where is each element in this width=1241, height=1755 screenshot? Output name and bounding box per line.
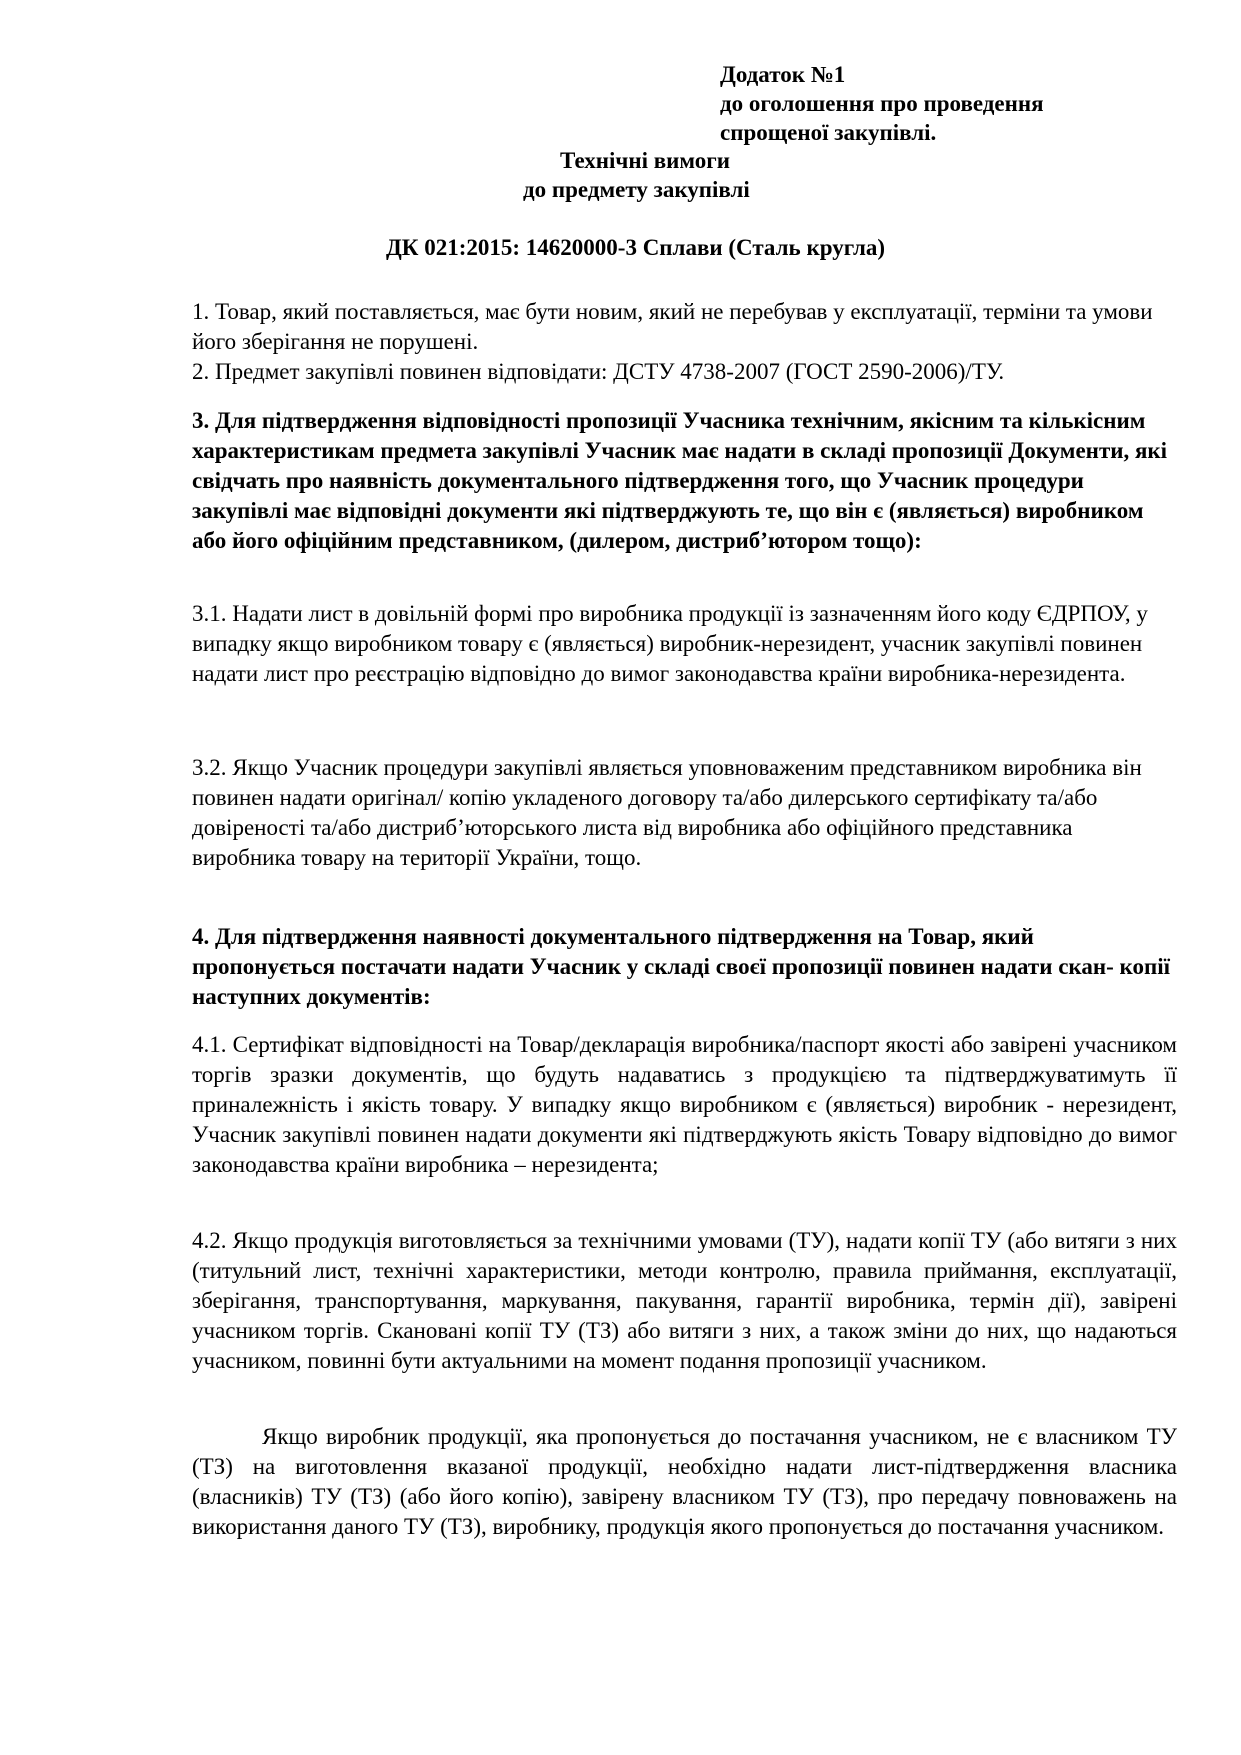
item-3-1 <box>192 599 1177 689</box>
item-4-text: 4. Для підтвердження наявності документального підтвердження на Товар, який пропонується постачати надати Учасник у складі своєї пропозиції повинен надати скан- копії наступних документів: <box>192 924 1170 1009</box>
annex-line-3: спрощеної закупівлі. <box>720 120 937 145</box>
item-3-1-text: 3.1. Надати лист в довільній формі про виробника продукції із зазначенням його коду ЄДРПОУ, у випадку якщо виробником товару є (являється) виробник-нерезидент, учасник закупівлі повинен надати лист про реєстрацію відповідно до вимог законодавства країни виробника-нерезидента. <box>192 601 1148 686</box>
item-2-text: 2. Предмет закупівлі повинен відповідати: ДСТУ 4738-2007 (ГОСТ 2590-2006)/ТУ. <box>192 359 1005 384</box>
annex-header <box>720 60 1160 147</box>
item-2 <box>192 357 1177 387</box>
title-line-1: Технічні вимоги <box>560 148 730 173</box>
item-3-2 <box>192 753 1177 873</box>
item-4 <box>192 922 1177 1012</box>
classification-code: ДК 021:2015: 14620000-3 Сплави (Сталь кругла) <box>385 235 886 260</box>
annex-number: Додаток №1 <box>720 62 846 87</box>
item-4-2 <box>192 1226 1177 1376</box>
item-4-3 <box>192 1422 1177 1542</box>
item-4-2-text: 4.2. Якщо продукція виготовляється за технічними умовами (ТУ), надати копії ТУ (або витяги з них (титульний лист, технічні характеристики, методи контролю, правила приймання, експлуатації, зберігання, транспортування, маркування, пакування, гарантії виробника, термін дії), завірені учасником торгів. Скановані копії ТУ (ТЗ) або витяги з них, а також зміни до них, що надаються учасником, повинні бути актуальними на момент подання пропозиції учасником. <box>192 1228 1177 1373</box>
item-3-2-text: 3.2. Якщо Учасник процедури закупівлі являється уповноваженим представником виробника він повинен надати оригінал/ копію укладеного договору та/або дилерського сертифікату та/або довіреності та/або дистриб’юторського листа від виробника або офіційного представника виробника товару на території України, тощо. <box>192 755 1142 870</box>
item-4-1-text: 4.1. Сертифікат відповідності на Товар/декларація виробника/паспорт якості або завірені учасником торгів зразки документів, що будуть надаватись з продукцією та підтверджуватимуть її приналежність і якість товару. У випадку якщо виробником є (являється) виробник - нерезидент, Учасник закупівлі повинен надати документи які підтверджують якість Товару відповідно до вимог законодавства країни виробника – нерезидента; <box>192 1032 1177 1177</box>
item-4-1 <box>192 1030 1177 1180</box>
item-3-text: 3. Для підтвердження відповідності пропозиції Учасника технічним, якісним та кількісним характеристикам предмета закупівлі Учасник має надати в складі пропозиції Документи, які свідчать про наявність документального підтвердження того, що Учасник процедури закупівлі має відповідні документи які підтверджують те, що він є (являється) виробником або його офіційним представником, (дилером, дистриб’ютором тощо): <box>192 408 1168 553</box>
annex-line-2: до оголошення про проведення <box>720 91 1044 116</box>
item-1 <box>192 297 1177 357</box>
item-3 <box>192 406 1177 556</box>
item-1-text: 1. Товар, який поставляється, має бути новим, який не перебував у експлуатації, терміни та умови його зберігання не порушені. <box>192 299 1153 354</box>
item-4-3-text: Якщо виробник продукції, яка пропонується до постачання учасником, не є власником ТУ (ТЗ) на виготовлення вказаної продукції, необхідно надати лист-підтвердження власника (власників) ТУ (ТЗ) (або його копію), завірену власником ТУ (ТЗ), про передачу повноважень на використання даного ТУ (ТЗ), виробнику, продукція якого пропонується до постачання учасником. <box>192 1424 1177 1539</box>
title-line-2: до предмету закупівлі <box>523 177 750 202</box>
